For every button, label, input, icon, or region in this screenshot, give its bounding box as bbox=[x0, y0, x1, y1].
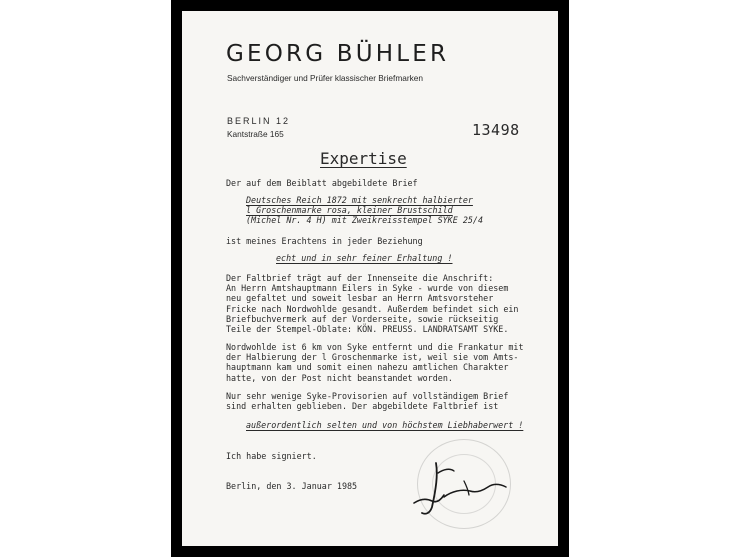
document-number: 13498 bbox=[472, 121, 520, 139]
paragraph-line: Der Faltbrief trägt auf der Innenseite die Anschrift: bbox=[226, 273, 494, 283]
item-description bbox=[246, 195, 483, 226]
opinion-text: echt und in sehr feiner Erhaltung ! bbox=[276, 253, 453, 263]
signed-text: Ich habe signiert. bbox=[226, 451, 317, 461]
date-line: Berlin, den 3. Januar 1985 bbox=[226, 481, 358, 491]
paragraph-line: hatte, von der Post nicht beanstandet worden. bbox=[226, 372, 453, 383]
letterhead-street: Kantstraße 165 bbox=[227, 129, 284, 139]
paragraph-line: Briefbuchvermerk auf der Vorderseite, sowie rückseitig bbox=[226, 313, 499, 324]
paragraph-line: sind erhalten geblieben. Der abgebildete Faltbrief ist bbox=[226, 401, 499, 412]
item-line: (Michel Nr. 4 H) mit Zweikreisstempel SYKE 25/4 bbox=[246, 215, 483, 226]
paragraph-address bbox=[226, 273, 518, 334]
opinion-intro: ist meines Erachtens in jeder Beziehung bbox=[226, 236, 423, 246]
signature-icon bbox=[406, 451, 516, 521]
intro-text: Der auf dem Beiblatt abgebildete Brief bbox=[226, 178, 418, 188]
letterhead-city: BERLIN 12 bbox=[227, 116, 291, 126]
document-heading: Expertise bbox=[320, 149, 407, 168]
item-line: Deutsches Reich 1872 mit senkrecht halbierter bbox=[246, 195, 473, 205]
paragraph-franking bbox=[226, 342, 524, 383]
paragraph-line: der Halbierung der l Groschenmarke ist, weil sie vom Amts- bbox=[226, 352, 519, 363]
expertise-certificate bbox=[182, 11, 558, 546]
paragraph-line: neu gefaltet und soweit lesbar an Herrn Amtsvorsteher bbox=[226, 293, 494, 304]
letterhead-name: GEORG BÜHLER bbox=[226, 41, 450, 67]
rarity-statement: außerordentlich selten und von höchstem Liebhaberwert ! bbox=[246, 420, 524, 430]
paragraph-line: hauptmann kam und somit einen nahezu amtlichen Charakter bbox=[226, 362, 509, 373]
item-line: l Groschenmarke rosa, kleiner Brustschild bbox=[246, 205, 453, 216]
paragraph-line: Nordwohlde ist 6 km von Syke entfernt und die Frankatur mit bbox=[226, 342, 524, 352]
paragraph-rarity-intro bbox=[226, 391, 508, 411]
letterhead-subtitle: Sachverständiger und Prüfer klassischer Briefmarken bbox=[227, 73, 423, 83]
paragraph-line: Nur sehr wenige Syke-Provisorien auf vollständigem Brief bbox=[226, 391, 509, 401]
paragraph-line: Fricke nach Nordwohlde gesandt. Außerdem befindet sich ein bbox=[226, 303, 519, 314]
paragraph-line: Teile der Stempel-Oblate: KÖN. PREUSS. LANDRATSAMT SYKE. bbox=[226, 324, 509, 335]
paragraph-line: An Herrn Amtshauptmann Eilers in Syke - wurde von diesem bbox=[226, 283, 509, 294]
